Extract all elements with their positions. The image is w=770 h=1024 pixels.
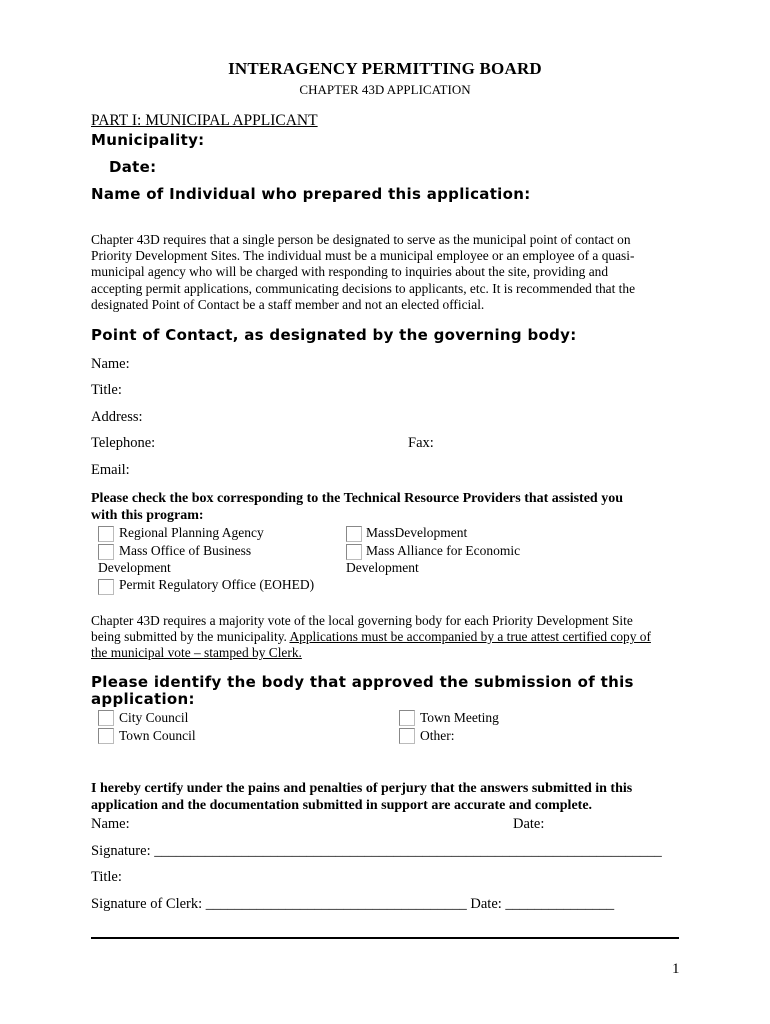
rpa-checkbox[interactable] <box>98 526 114 542</box>
certify-date-label: Date: <box>513 816 545 832</box>
permit-regulatory-office-checkbox[interactable] <box>98 579 114 595</box>
contact-name-label: Name: <box>91 356 130 372</box>
other-label: Other: <box>420 728 455 743</box>
intro-line: designated Point of Contact be a staff member and not an elected official. <box>91 297 485 312</box>
providers-prompt-cont: with this program: <box>91 508 204 523</box>
contact-email-label: Email: <box>91 462 130 478</box>
intro-line: Priority Development Sites. The individual must be a municipal employee or an employee of a quasi- <box>91 248 635 263</box>
clerk-signature-line[interactable]: Signature of Clerk: ____________________________________ Date: _______________ <box>91 896 615 912</box>
document-title: INTERAGENCY PERMITTING BOARD <box>228 59 542 78</box>
document-subtitle: CHAPTER 43D APPLICATION <box>299 82 471 97</box>
mass-office-business-label-cont: Development <box>98 560 171 575</box>
footer-divider <box>91 937 679 939</box>
providers-prompt: Please check the box corresponding to the Technical Resource Providers that assisted you <box>91 491 623 506</box>
contact-telephone-label: Telephone: <box>91 435 156 451</box>
massdevelopment-checkbox[interactable] <box>346 526 362 542</box>
certify-title-label: Title: <box>91 869 122 885</box>
mass-office-business-label: Mass Office of Business <box>119 543 252 558</box>
date-label: Date: <box>109 158 157 176</box>
intro-line: accepting permit applications, communicating decisions to applicants, etc. It is recommended that the <box>91 281 636 296</box>
mass-alliance-label-cont: Development <box>346 560 419 575</box>
town-council-checkbox[interactable] <box>98 728 114 744</box>
approval-heading: Please identify the body that approved the submission of this <box>91 673 634 691</box>
intro-line: Chapter 43D requires that a single person be designated to serve as the municipal point of contact on <box>91 232 631 247</box>
mass-alliance-label: Mass Alliance for Economic <box>366 543 521 558</box>
approval-heading-cont: application: <box>91 690 195 708</box>
intro-line: municipal agency who will be charged with responding to inquiries about the site, providing and <box>91 264 609 279</box>
town-council-label: Town Council <box>119 728 196 743</box>
vote-requirement-text: Applications must be accompanied by a true attest certified copy of <box>289 629 651 644</box>
other-checkbox[interactable] <box>399 728 415 744</box>
certify-name-label: Name: <box>91 816 130 832</box>
vote-line: Chapter 43D requires a majority vote of the local governing body for each Priority Development Site <box>91 613 633 628</box>
vote-line-text: being submitted by the municipality. <box>91 629 290 644</box>
contact-title-label: Title: <box>91 382 122 398</box>
contact-address-label: Address: <box>91 409 143 425</box>
part1-heading: PART I: MUNICIPAL APPLICANT <box>91 112 318 129</box>
signature-line[interactable]: Signature: ______________________________________________________________________ <box>91 843 662 859</box>
city-council-checkbox[interactable] <box>98 710 114 726</box>
mass-office-business-checkbox[interactable] <box>98 544 114 560</box>
permit-regulatory-office-label: Permit Regulatory Office (EOHED) <box>119 577 315 592</box>
preparer-label: Name of Individual who prepared this application: <box>91 185 531 203</box>
contact-fax-label: Fax: <box>408 435 434 451</box>
town-meeting-label: Town Meeting <box>420 710 499 725</box>
certify-statement-cont: application and the documentation submitted in support are accurate and complete. <box>91 798 593 813</box>
mass-alliance-checkbox[interactable] <box>346 544 362 560</box>
page-number: 1 <box>672 961 680 977</box>
rpa-label: Regional Planning Agency <box>119 525 264 540</box>
vote-requirement-text-cont: the municipal vote – stamped by Clerk. <box>91 645 302 660</box>
town-meeting-checkbox[interactable] <box>399 710 415 726</box>
contact-heading: Point of Contact, as designated by the governing body: <box>91 326 577 344</box>
certify-statement: I hereby certify under the pains and penalties of perjury that the answers submitted in this <box>91 781 633 796</box>
city-council-label: City Council <box>119 710 189 725</box>
massdevelopment-label: MassDevelopment <box>366 525 468 540</box>
municipality-label: Municipality: <box>91 131 205 149</box>
vote-line <box>91 629 651 645</box>
